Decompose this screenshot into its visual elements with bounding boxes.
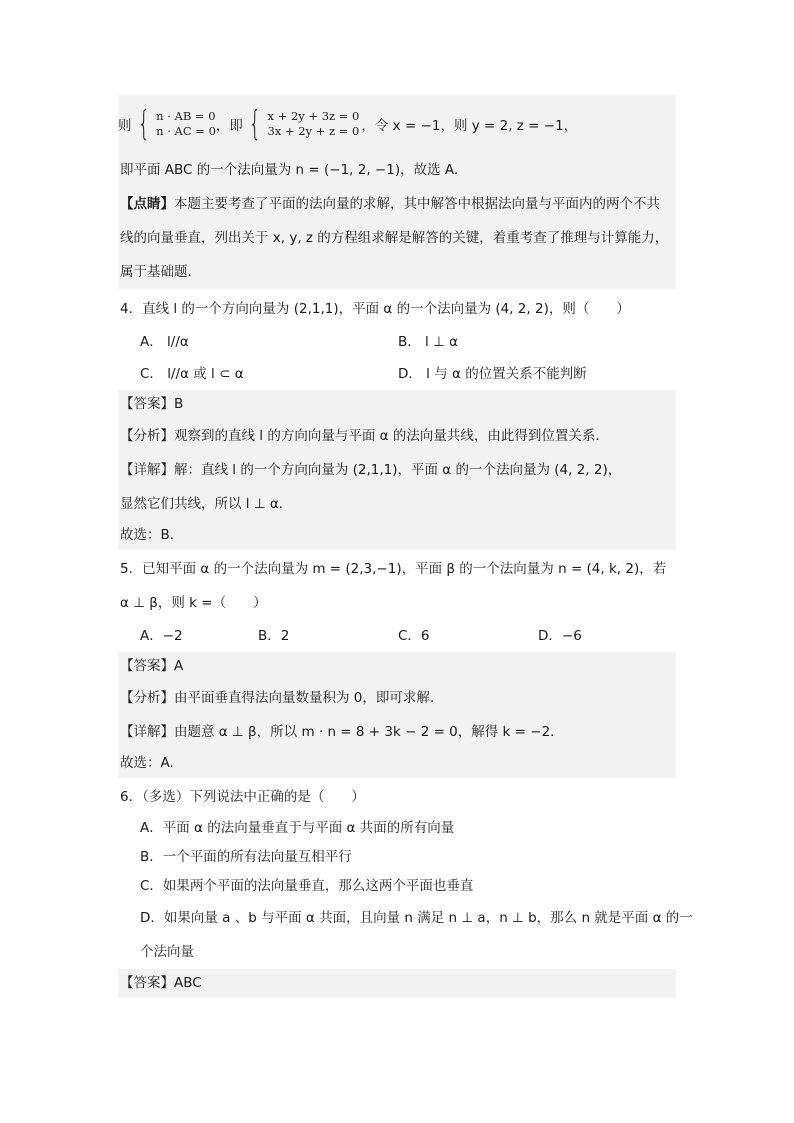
dianjing-line-2: 线的向量垂直，列出关于 x, y, z 的方程组求解是解答的关键，着重考查了推理与计算能力，: [120, 230, 669, 246]
q5-detail: 【详解】由题意 α ⊥ β，所以 m · n = 8 + 3k − 2 = 0，解得 k = −2．: [120, 724, 564, 740]
q6-option-a: A．平面 α 的法向量垂直于与平面 α 共面的所有向量: [140, 820, 455, 836]
namely-text: ，即: [215, 118, 243, 134]
solution-block: [118, 95, 676, 289]
q4-answer: 【答案】B: [120, 396, 184, 412]
q5-answer: 【答案】A: [120, 658, 184, 674]
q4-options-row-2: [118, 358, 676, 390]
q5-stem-1: 5．已知平面 α 的一个法向量为 m = (2,3,−1)，平面 β 的一个法向量为 n = (4, k, 2)，若: [120, 561, 667, 577]
left-brace-icon: {: [136, 104, 150, 144]
q6-option-d-2: 个法向量: [140, 944, 194, 960]
q6-option-b: B．一个平面的所有法向量互相平行: [140, 849, 352, 865]
then-text: 则: [118, 118, 132, 134]
q5-choose: 故选：A.: [120, 755, 174, 771]
dianjing-line-1: 【点睛】本题主要考查了平面的法向量的求解，其中解答中根据法向量与平面内的两个不共: [120, 196, 660, 212]
q5-option-b: B．2: [258, 628, 290, 644]
sys2-eq1: x + 2y + 3z = 0: [267, 109, 360, 123]
q4-detail-2: 显然它们共线，所以 l ⊥ α．: [120, 496, 293, 512]
q5-solution-block: [118, 652, 676, 778]
linear-system: [243, 104, 360, 144]
q6-solution-block: [118, 969, 676, 998]
q6-option-d-1: D．如果向量 a 、b 与平面 α 共面，且向量 n 满足 n ⊥ a，n ⊥ b，那么 n 就是平面 α 的一: [140, 910, 693, 926]
vector-system: [132, 104, 216, 144]
q5-stem-2: α ⊥ β，则 k =（ ）: [120, 595, 267, 611]
q5-option-a: A．−2: [140, 628, 183, 644]
q4-choose: 故选：B．: [120, 527, 184, 543]
sys1-eq1: n · AB = 0: [156, 109, 216, 123]
q6-answer: 【答案】ABC: [120, 975, 202, 991]
q5-option-c: C．6: [398, 628, 430, 644]
q4-options-row-1: [118, 326, 676, 358]
left-brace-icon: {: [248, 104, 262, 144]
substitution-text: ，令 x = −1，则 y = 2, z = −1，: [361, 118, 578, 134]
q4-option-a: A． l//α: [140, 334, 189, 350]
dianjing-line-3: 属于基础题.: [120, 264, 192, 280]
sys1-eq2: n · AC = 0: [156, 124, 216, 138]
q4-stem: 4．直线 l 的一个方向向量为 (2,1,1)，平面 α 的一个法向量为 (4, 2, 2)，则（ ）: [120, 301, 630, 317]
q6-option-c: C．如果两个平面的法向量垂直，那么这两个平面也垂直: [140, 878, 474, 894]
q4-option-b: B． l ⊥ α: [398, 334, 459, 350]
normal-vector-conclusion: 即平面 ABC 的一个法向量为 n = (−1, 2, −1)，故选 A.: [120, 162, 459, 178]
q4-detail-1: 【详解】解：直线 l 的一个方向向量为 (2,1,1)，平面 α 的一个法向量为 (4, 2, 2)，: [120, 462, 622, 478]
q6-stem: 6．（多选）下列说法中正确的是（ ）: [120, 789, 365, 805]
q4-option-d: D． l 与 α 的位置关系不能判断: [398, 366, 587, 382]
equation-line: [118, 95, 676, 153]
q5-options-row: [118, 620, 676, 652]
q5-option-d: D．−6: [538, 628, 582, 644]
q4-option-c: C． l//α 或 l ⊂ α: [140, 366, 244, 382]
q4-solution-block: [118, 390, 676, 550]
q4-analysis: 【分析】观察到的直线 l 的方向向量与平面 α 的法向量共线，由此得到位置关系．: [120, 428, 609, 444]
dianjing-tag: 【点睛】: [120, 196, 174, 212]
document-page: [118, 95, 693, 998]
sys2-eq2: 3x + 2y + z = 0: [267, 124, 360, 138]
q5-analysis: 【分析】由平面垂直得法向量数量积为 0，即可求解.: [120, 690, 435, 706]
